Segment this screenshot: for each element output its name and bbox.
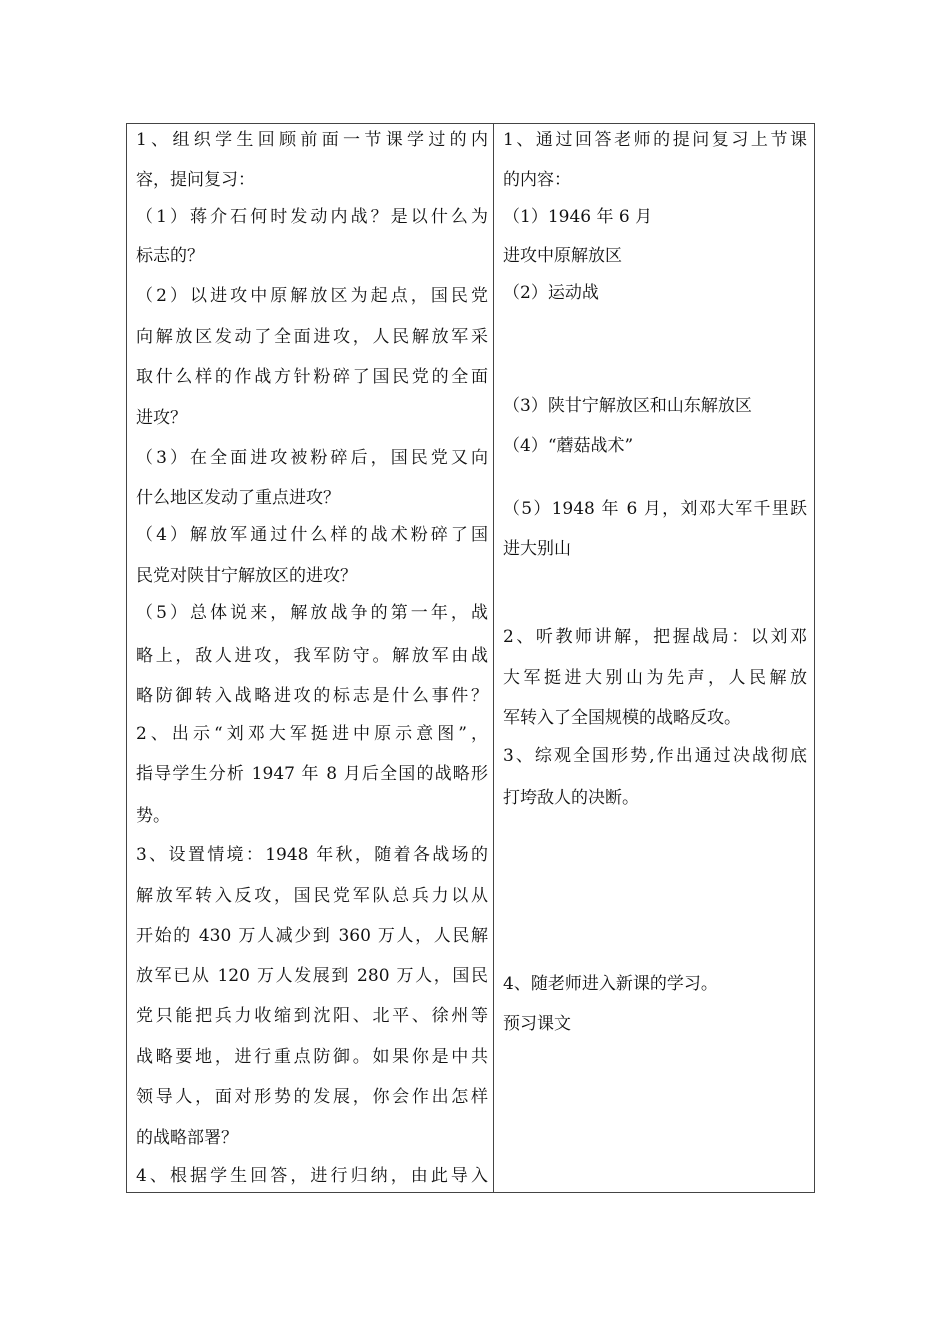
left-line: 势。 <box>136 806 170 826</box>
lesson-table <box>126 123 815 1193</box>
right-line: （2）运动战 <box>503 283 599 303</box>
right-line: （4）“蘑菇战术” <box>503 436 634 456</box>
left-line: 党只能把兵力收缩到沈阳、北平、徐州等 <box>136 1006 488 1026</box>
left-line: （4）解放军通过什么样的战术粉碎了国 <box>136 525 488 545</box>
left-line: 4、根据学生回答，进行归纳，由此导入 <box>136 1166 488 1186</box>
right-line: （5）1948 年 6 月，刘邓大军千里跃 <box>503 499 807 519</box>
right-line: 1、通过回答老师的提问复习上节课 <box>503 130 807 150</box>
left-line: （1）蒋介石何时发动内战？是以什么为 <box>136 207 488 227</box>
right-line: 进大别山 <box>503 539 571 559</box>
left-line: 3、设置情境：1948 年秋，随着各战场的 <box>136 845 488 865</box>
right-line: （3）陕甘宁解放区和山东解放区 <box>503 396 752 416</box>
left-line: 向解放区发动了全面进攻，人民解放军采 <box>136 327 488 347</box>
left-line: 略防御转入战略进攻的标志是什么事件？ <box>136 686 488 706</box>
left-line: 1、组织学生回顾前面一节课学过的内 <box>136 130 488 150</box>
right-line: 进攻中原解放区 <box>503 246 622 266</box>
column-divider <box>493 124 494 1192</box>
left-line: （2）以进攻中原解放区为起点，国民党 <box>136 286 488 306</box>
left-line: 领导人，面对形势的发展，你会作出怎样 <box>136 1087 488 1107</box>
left-line: 略上，敌人进攻，我军防守。解放军由战 <box>136 646 488 666</box>
left-line: 开始的 430 万人减少到 360 万人，人民解 <box>136 926 488 946</box>
left-line: 什么地区发动了重点进攻？ <box>136 488 340 508</box>
right-line: 打垮敌人的决断。 <box>503 788 639 808</box>
left-line: 容，提问复习： <box>136 170 255 190</box>
right-line: 大军挺进大别山为先声，人民解放 <box>503 668 807 688</box>
left-line: 战略要地，进行重点防御。如果你是中共 <box>136 1047 488 1067</box>
left-line: 标志的？ <box>136 246 204 266</box>
left-line: 2、出示“刘邓大军挺进中原示意图”， <box>136 724 488 744</box>
right-line: 3、综观全国形势,作出通过决战彻底 <box>503 746 807 766</box>
left-line: 进攻？ <box>136 408 187 428</box>
left-line: 放军已从 120 万人发展到 280 万人，国民 <box>136 966 488 986</box>
right-line: 4、随老师进入新课的学习。 <box>503 974 718 994</box>
left-line: （5）总体说来，解放战争的第一年，战 <box>136 603 488 623</box>
left-line: 指导学生分析 1947 年 8 月后全国的战略形 <box>136 764 488 784</box>
right-line: （1）1946 年 6 月 <box>503 207 653 227</box>
right-line: 2、听教师讲解，把握战局：以刘邓 <box>503 627 807 647</box>
right-line: 的内容： <box>503 170 571 190</box>
left-line: 民党对陕甘宁解放区的进攻？ <box>136 566 357 586</box>
left-line: 解放军转入反攻，国民党军队总兵力以从 <box>136 886 488 906</box>
left-line: （3）在全面进攻被粉碎后，国民党又向 <box>136 448 488 468</box>
right-line: 军转入了全国规模的战略反攻。 <box>503 708 741 728</box>
left-line: 取什么样的作战方针粉碎了国民党的全面 <box>136 367 488 387</box>
right-line: 预习课文 <box>503 1014 571 1034</box>
left-line: 的战略部署？ <box>136 1128 238 1148</box>
